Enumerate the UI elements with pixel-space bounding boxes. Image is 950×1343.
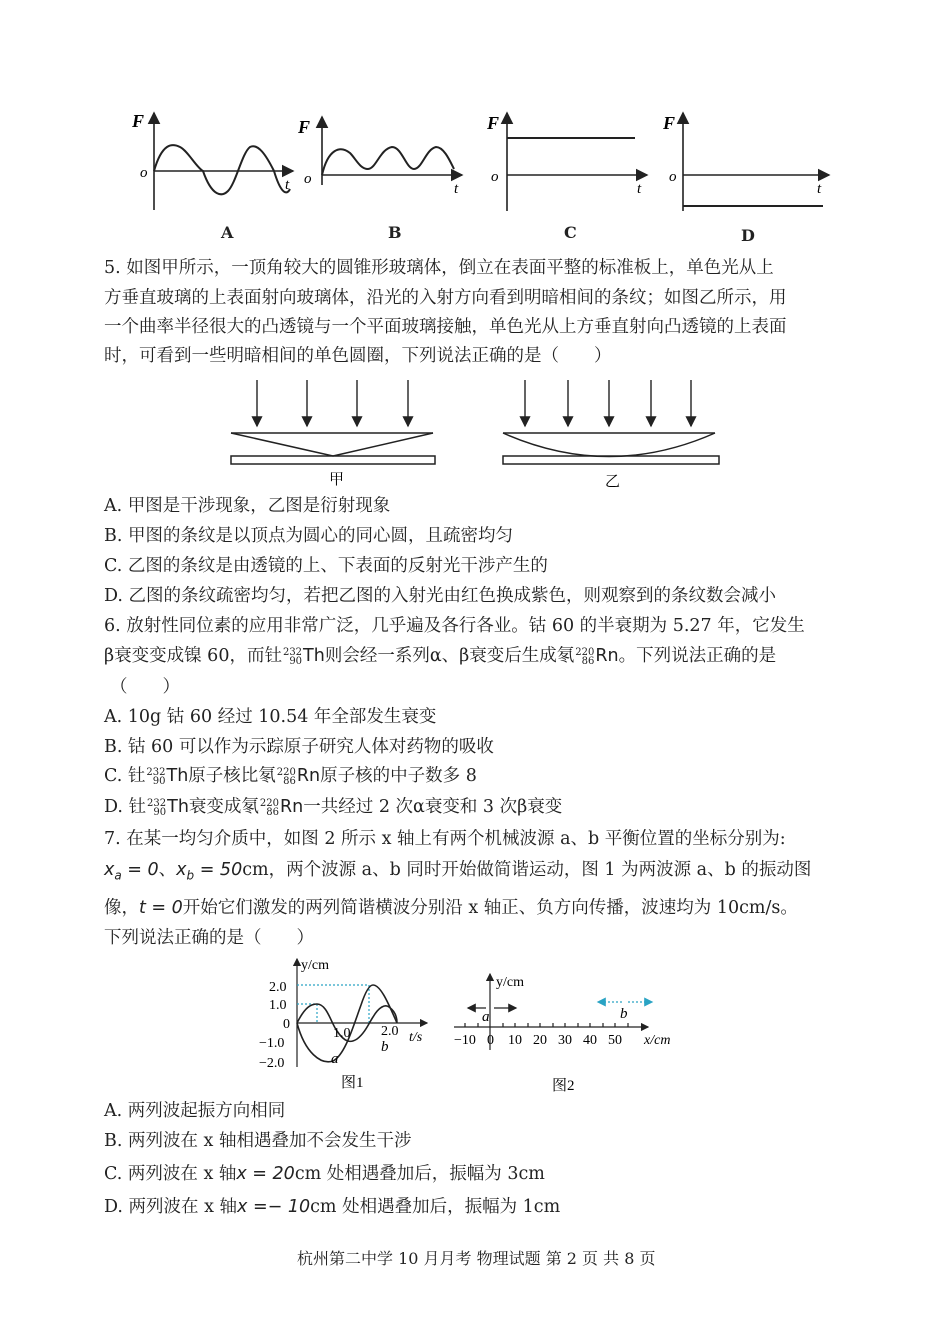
q7-option-d (104, 1196, 560, 1218)
q6-line2-a: β衰变变成镍 60，而钍 (104, 646, 282, 666)
th-nuclide-numbers (146, 768, 165, 786)
separator: 、 (158, 860, 177, 880)
q6-option-d (104, 796, 562, 818)
q6-d-c: 一共经过 2 次α衰变和 3 次β衰变 (303, 797, 563, 817)
axis-t-label: t (454, 181, 459, 197)
axis-f-label: F (487, 113, 500, 133)
fig2-label-b: b (620, 1006, 628, 1022)
fig1-xlabel: t/s (409, 1030, 423, 1045)
fig2-xtick-20: 20 (533, 1033, 547, 1048)
q6-line2-b: 则会经一系列α、β衰变后生成氡 (324, 646, 575, 666)
graph-label-a: A (221, 223, 234, 242)
q6-c-b: 原子核比氡 (188, 766, 276, 786)
q6-option-a: A. 10g 钴 60 经过 10.54 年全部发生衰变 (104, 707, 437, 727)
origin-label: o (304, 171, 312, 187)
page-footer: 杭州第二中学 10 月月考 物理试题 第 2 页 共 8 页 (297, 1249, 656, 1268)
graph-c (486, 113, 647, 211)
axis-t-label: t (817, 181, 822, 197)
figure-yi (503, 380, 719, 464)
t-zero: t = 0 (139, 898, 183, 918)
fig1-label-b: b (381, 1039, 389, 1055)
fig2-xtick-30: 30 (558, 1033, 572, 1048)
graph-label-c: C (564, 223, 577, 242)
q7-option-c (104, 1163, 545, 1185)
force-time-graphs (110, 105, 840, 250)
q6-d-b: 衰变成氡 (188, 797, 259, 817)
axis-f-label: F (663, 113, 676, 133)
q6-line3: （ ） (110, 677, 180, 697)
axis-f-label: F (298, 117, 311, 137)
q6-line2-c: 。下列说法正确的是 (618, 646, 777, 666)
axis-f-label: F (132, 111, 145, 131)
xb-symbol: x (176, 860, 187, 880)
rn-nuclide-numbers (277, 768, 296, 786)
graph-d (662, 113, 829, 211)
axis-t-label: t (637, 181, 642, 197)
th-symbol: Th (167, 797, 189, 817)
q7-option-a: A. 两列波起振方向相同 (104, 1101, 286, 1121)
q6-option-c (104, 765, 477, 787)
q7-option-b: B. 两列波在 x 轴相遇叠加不会发生干涉 (104, 1131, 412, 1151)
q5-option-a: A. 甲图是干涉现象，乙图是衍射现象 (104, 496, 391, 516)
fig2-caption: 图2 (552, 1078, 575, 1094)
rn-atomic: 86 (581, 655, 595, 667)
rn-atomic: 86 (283, 775, 296, 787)
q5-line3: 一个曲率半径很大的凸透镜与一个平面玻璃接触，单色光从上方垂直射向凸透镜的上表面 (104, 317, 787, 337)
fig1-xtick-2: 2.0 (381, 1024, 399, 1039)
graph-b (297, 117, 462, 197)
q5-line4: 时，可看到一些明暗相间的单色圆圈，下列说法正确的是（ ） (104, 346, 612, 366)
q7-c-b: cm 处相遇叠加后，振幅为 3cm (294, 1164, 545, 1184)
q7-figure-2 (448, 968, 688, 1096)
origin-label: o (491, 169, 499, 185)
q7-line2 (104, 859, 811, 887)
th-atomic: 90 (289, 655, 303, 667)
q6-c-c: 原子核的中子数多 8 (320, 766, 477, 786)
figure-jia-label: 甲 (329, 472, 345, 488)
xb-value: = 50 (194, 860, 243, 880)
q7-d-x: x =− 10 (237, 1197, 311, 1217)
rn-symbol: Rn (296, 766, 321, 786)
fig1-label-a: a (331, 1051, 339, 1067)
rn-mass: 220 (575, 646, 595, 658)
q7-line4: 下列说法正确的是（ ） (104, 928, 314, 948)
q5-line1: 5. 如图甲所示，一顶角较大的圆锥形玻璃体，倒立在表面平整的标准板上，单色光从上 (104, 258, 774, 278)
q7-line2-rest: cm，两个波源 a、b 同时开始做简谐运动，图 1 为两波源 a、b 的振动图 (242, 860, 812, 880)
figure-jia (231, 380, 435, 464)
fig2-xtick-50: 50 (608, 1033, 622, 1048)
rn-nuclide-numbers (260, 799, 279, 817)
q5-line2: 方垂直玻璃的上表面射向玻璃体，沿光的入射方向看到明暗相间的条纹；如图乙所示，用 (104, 288, 787, 308)
axis-t-label: t (285, 177, 290, 193)
q6-line1: 6. 放射性同位素的应用非常广泛，几乎遍及各行各业。钴 60 的半衰期为 5.27 年，它发生 (104, 616, 805, 636)
rn-mass: 220 (259, 797, 280, 809)
fig2-xtick-0: 0 (487, 1033, 494, 1048)
rn-mass: 220 (276, 766, 296, 778)
th-mass: 232 (282, 646, 303, 658)
xa-symbol: x (104, 860, 115, 880)
xb-subscript: b (186, 868, 195, 883)
q7-d-b: cm 处相遇叠加后，振幅为 1cm (310, 1197, 561, 1217)
xa-subscript: a (114, 868, 122, 883)
q6-d-a: D. 钍 (104, 797, 147, 817)
fig1-ytick-0: 0 (283, 1017, 290, 1032)
th-mass: 232 (147, 797, 167, 809)
q6-line2 (104, 645, 776, 667)
q5-option-d: D. 乙图的条纹疏密均匀，若把乙图的入射光由红色换成紫色，则观察到的条纹数会减小 (104, 586, 777, 606)
fig2-xtick-10: 10 (508, 1033, 522, 1048)
fig1-ytick-2: 2.0 (269, 980, 287, 995)
q7-d-a: D. 两列波在 x 轴 (104, 1197, 238, 1217)
rn-nuclide-numbers (575, 648, 594, 666)
fig1-ytick-1: 1.0 (269, 998, 287, 1013)
xa-value: = 0 (121, 860, 159, 880)
fig2-xlabel: x/cm (644, 1033, 671, 1048)
fig2-xtick-neg10: −10 (454, 1033, 476, 1048)
q7-c-a: C. 两列波在 x 轴 (104, 1164, 237, 1184)
origin-label: o (669, 169, 677, 185)
fig1-ytick-neg1: −1.0 (259, 1036, 285, 1051)
th-atomic: 90 (153, 806, 167, 818)
graph-label-d: D (741, 226, 755, 245)
rn-symbol: Rn (280, 797, 304, 817)
th-symbol: Th (166, 766, 189, 786)
q6-c-a: C. 钍 (104, 766, 146, 786)
graph-a (131, 111, 293, 210)
q5-option-c: C. 乙图的条纹是由透镜的上、下表面的反射光干涉产生的 (104, 556, 548, 576)
q5-option-b: B. 甲图的条纹是以顶点为圆心的同心圆，且疏密均匀 (104, 526, 513, 546)
th-mass: 232 (146, 766, 166, 778)
fig1-ytick-neg2: −2.0 (259, 1056, 285, 1071)
origin-label: o (140, 165, 148, 181)
th-nuclide-numbers (147, 799, 166, 817)
fig1-xtick-1: 1.0 (333, 1026, 351, 1041)
q7-c-x: x = 20 (236, 1164, 295, 1184)
rn-symbol: Rn (595, 646, 619, 666)
th-atomic: 90 (152, 775, 166, 787)
th-nuclide-numbers (283, 648, 302, 666)
fig1-ylabel: y/cm (301, 958, 329, 973)
fig1-caption: 图1 (341, 1075, 364, 1091)
q7-line3-a: 像， (104, 898, 139, 918)
fig2-ylabel: y/cm (496, 975, 524, 990)
q7-line3-b: 开始它们激发的两列简谐横波分别沿 x 轴正、负方向传播，波速均为 10cm/s。 (182, 898, 798, 918)
th-symbol: Th (303, 646, 325, 666)
q5-figure (225, 376, 725, 488)
q7-line1: 7. 在某一均匀介质中，如图 2 所示 x 轴上有两个机械波源 a、b 平衡位置的坐标分别为: (104, 829, 786, 849)
q6-option-b: B. 钴 60 可以作为示踪原子研究人体对药物的吸收 (104, 737, 494, 757)
q7-line3 (104, 897, 798, 919)
figure-yi-label: 乙 (605, 474, 621, 488)
fig2-label-a: a (482, 1009, 490, 1025)
q7-figure-1 (255, 955, 440, 1095)
fig2-xtick-40: 40 (583, 1033, 597, 1048)
rn-atomic: 86 (266, 806, 280, 818)
graph-label-b: B (388, 223, 402, 242)
